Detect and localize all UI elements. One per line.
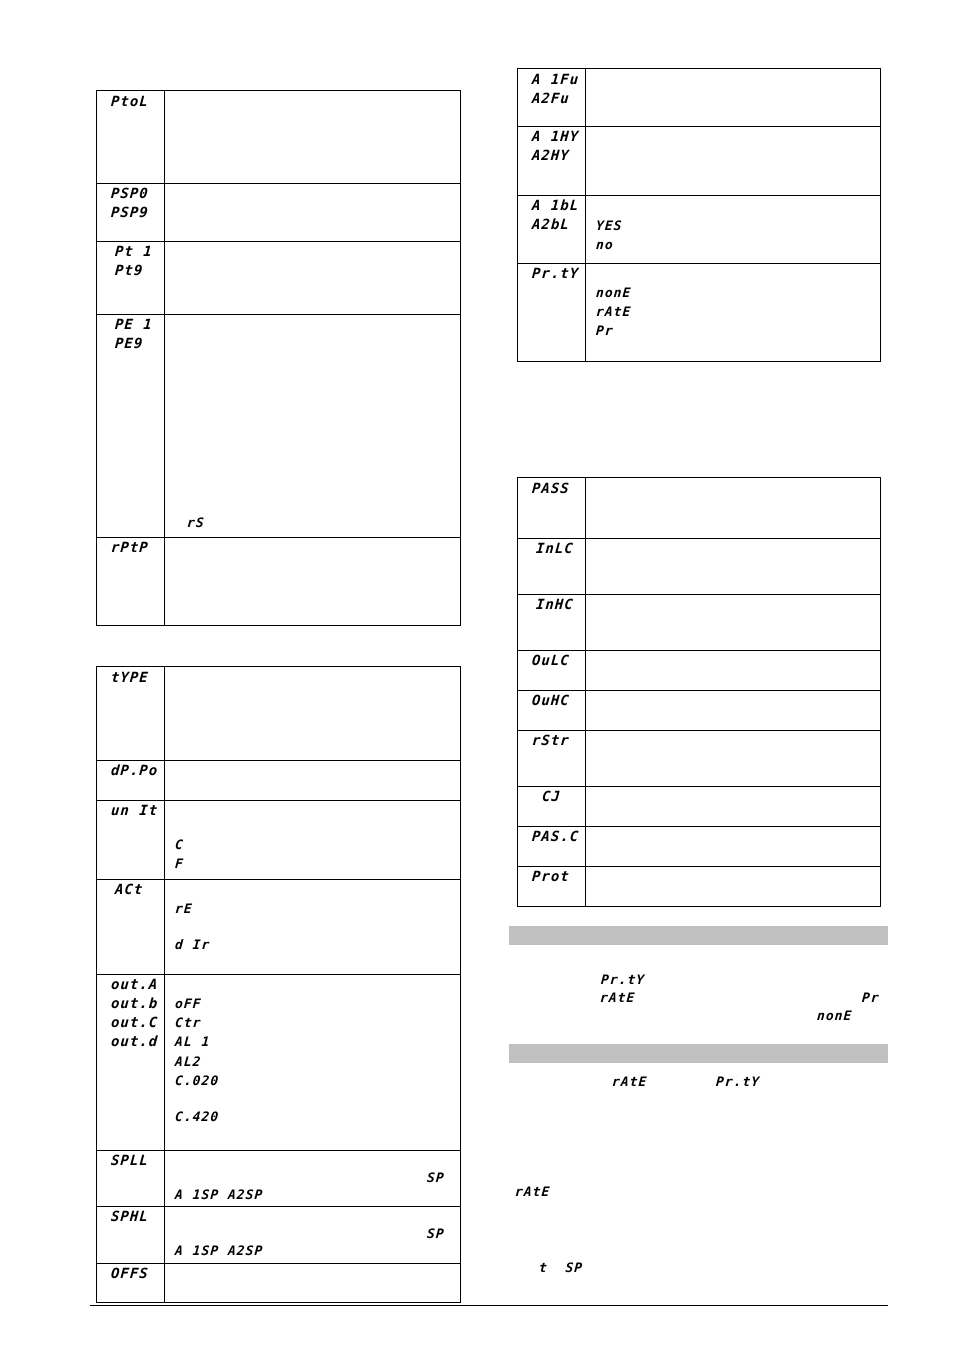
option-code: C.420 <box>174 1110 220 1125</box>
table-row <box>518 650 880 691</box>
param-code: out.A <box>110 977 159 993</box>
param-code: rStr <box>531 733 571 749</box>
option-code: SP <box>426 1227 446 1242</box>
param-code: A 1Fu <box>531 72 580 88</box>
table-row <box>518 69 880 127</box>
section-header-band <box>509 1044 888 1063</box>
inline-code: rAtE <box>599 991 636 1006</box>
table-row <box>518 478 880 539</box>
option-code: rE <box>174 902 194 917</box>
option-code: F <box>174 857 185 872</box>
option-code: d Ir <box>174 938 211 953</box>
footer-divider <box>90 1305 888 1306</box>
param-code: PSP0 <box>110 186 150 202</box>
table-row <box>97 537 460 627</box>
input-output-config-table <box>96 666 461 1303</box>
param-code: Pt 1 <box>114 244 154 260</box>
option-code: Pr <box>595 324 615 339</box>
param-code: out.C <box>110 1015 159 1031</box>
table-row <box>518 538 880 595</box>
option-code: C.020 <box>174 1074 220 1089</box>
table-row <box>97 974 460 1151</box>
table-row <box>97 314 460 538</box>
inline-code: Pr <box>861 991 881 1006</box>
table-row <box>97 1150 460 1207</box>
param-code: A2HY <box>531 148 571 164</box>
option-code: C <box>174 838 185 853</box>
inline-code: rAtE <box>611 1075 648 1090</box>
param-code: OuHC <box>531 693 571 709</box>
program-tolerance-table <box>96 90 461 626</box>
table-row <box>518 786 880 827</box>
inline-code: Pr.tY <box>600 973 646 988</box>
table-row <box>518 195 880 264</box>
table-row <box>97 667 460 761</box>
table-row <box>518 730 880 787</box>
table-row <box>518 126 880 196</box>
param-code: Pt9 <box>114 263 144 279</box>
param-code: SPLL <box>110 1153 150 1169</box>
param-code: CJ <box>541 789 562 805</box>
param-code: OuLC <box>531 653 571 669</box>
table-row <box>97 1263 460 1304</box>
table-row <box>97 91 460 184</box>
param-code: PE 1 <box>114 317 154 333</box>
calibration-table <box>517 477 881 907</box>
option-code: AL2 <box>174 1055 203 1070</box>
table-row <box>97 879 460 975</box>
param-code: InLC <box>535 541 575 557</box>
param-code: un It <box>110 803 159 819</box>
table-row <box>518 826 880 867</box>
param-code: rPtP <box>110 540 150 556</box>
param-code: ACt <box>114 882 144 898</box>
inline-code: rAtE <box>514 1185 551 1200</box>
param-code: A2bL <box>531 217 571 233</box>
param-code: PAS.C <box>531 829 580 845</box>
inline-code: Pr.tY <box>715 1075 761 1090</box>
param-code: out.d <box>110 1034 159 1050</box>
option-code: oFF <box>174 997 203 1012</box>
param-code: out.b <box>110 996 159 1012</box>
option-code: rAtE <box>595 305 632 320</box>
param-code: Pr.tY <box>531 266 580 282</box>
table-row <box>97 760 460 801</box>
param-code: tYPE <box>110 670 150 686</box>
table-row <box>97 800 460 880</box>
param-code: PtoL <box>110 94 150 110</box>
section-header-band <box>509 926 888 945</box>
param-code: Prot <box>531 869 571 885</box>
table-row <box>97 1206 460 1264</box>
option-code: rS <box>186 516 206 531</box>
table-row <box>97 241 460 315</box>
inline-code: nonE <box>816 1009 853 1024</box>
table-row <box>97 183 460 242</box>
table-row <box>518 594 880 651</box>
option-code: YES <box>595 219 624 234</box>
param-code: OFFS <box>110 1266 150 1282</box>
table-row <box>518 690 880 731</box>
param-code: PSP9 <box>110 205 150 221</box>
table-row <box>518 263 880 363</box>
param-code: dP.Po <box>110 763 159 779</box>
alarm-config-table <box>517 68 881 362</box>
param-code: PE9 <box>114 336 144 352</box>
option-code: A 1SP A2SP <box>174 1188 264 1203</box>
option-code: AL 1 <box>174 1035 211 1050</box>
param-code: A 1HY <box>531 129 580 145</box>
option-code: A 1SP A2SP <box>174 1244 264 1259</box>
param-code: A 1bL <box>531 198 580 214</box>
inline-code: t SP <box>538 1261 584 1276</box>
table-row <box>518 866 880 908</box>
param-code: A2Fu <box>531 91 571 107</box>
option-code: Ctr <box>174 1016 203 1031</box>
option-code: nonE <box>595 286 632 301</box>
param-code: InHC <box>535 597 575 613</box>
param-code: SPHL <box>110 1209 150 1225</box>
option-code: SP <box>426 1171 446 1186</box>
param-code: PASS <box>531 481 571 497</box>
option-code: no <box>595 238 615 253</box>
